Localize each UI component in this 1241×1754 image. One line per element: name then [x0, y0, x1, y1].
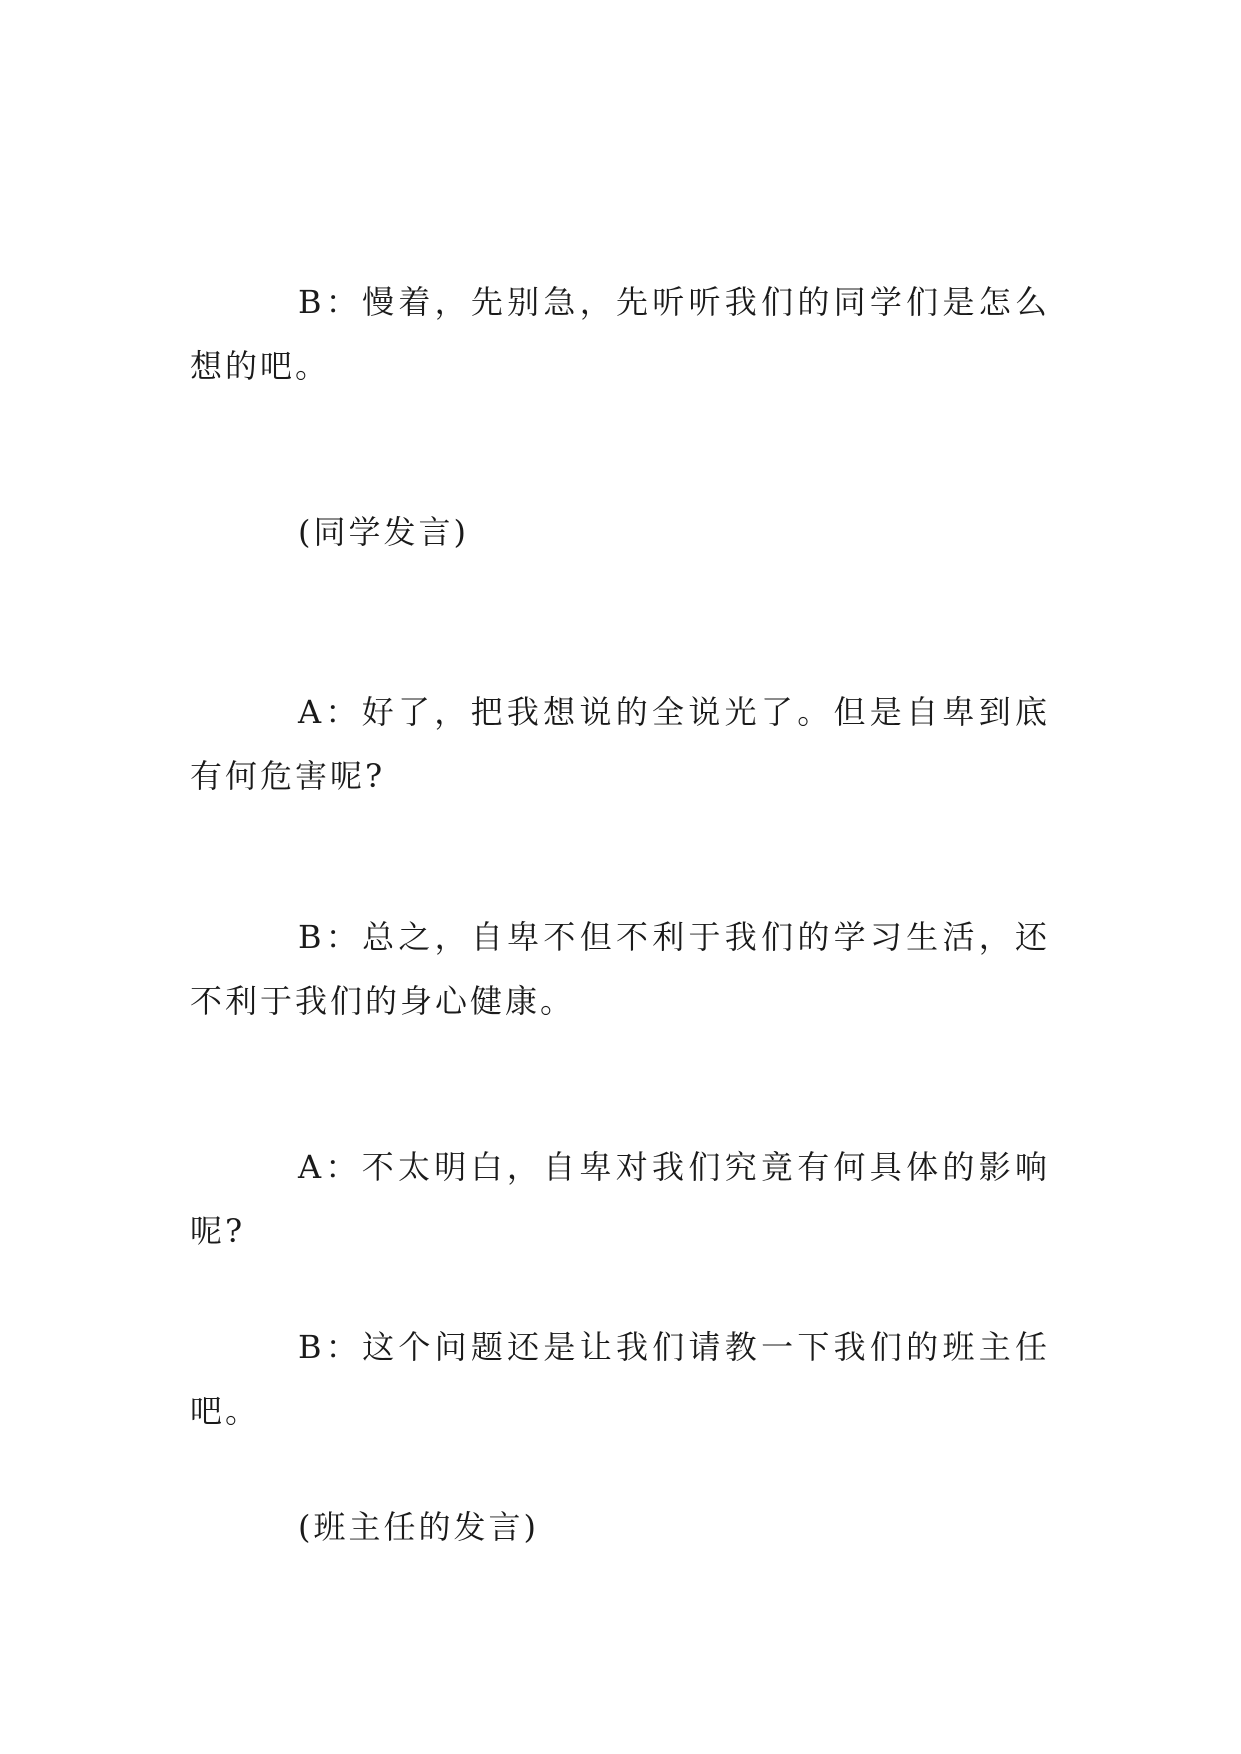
- dialogue-paragraph-b-1: B：慢着，先别急，先听听我们的同学们是怎么想的吧。: [190, 283, 1050, 385]
- dialogue-paragraph-b-2: B：总之，自卑不但不利于我们的学习生活，还不利于我们的身心健康。: [190, 918, 1050, 1020]
- dialogue-paragraph-b-3: B：这个问题还是让我们请教一下我们的班主任吧。: [190, 1328, 1050, 1430]
- dialogue-paragraph-a-1: A：好了，把我想说的全说光了。但是自卑到底有何危害呢?: [190, 693, 1050, 795]
- dialogue-paragraph-a-2: A：不太明白，自卑对我们究竟有何具体的影响呢?: [190, 1148, 1050, 1250]
- stage-note-teacher-speech: (班主任的发言): [298, 1508, 539, 1546]
- stage-note-student-speech: (同学发言): [298, 513, 469, 551]
